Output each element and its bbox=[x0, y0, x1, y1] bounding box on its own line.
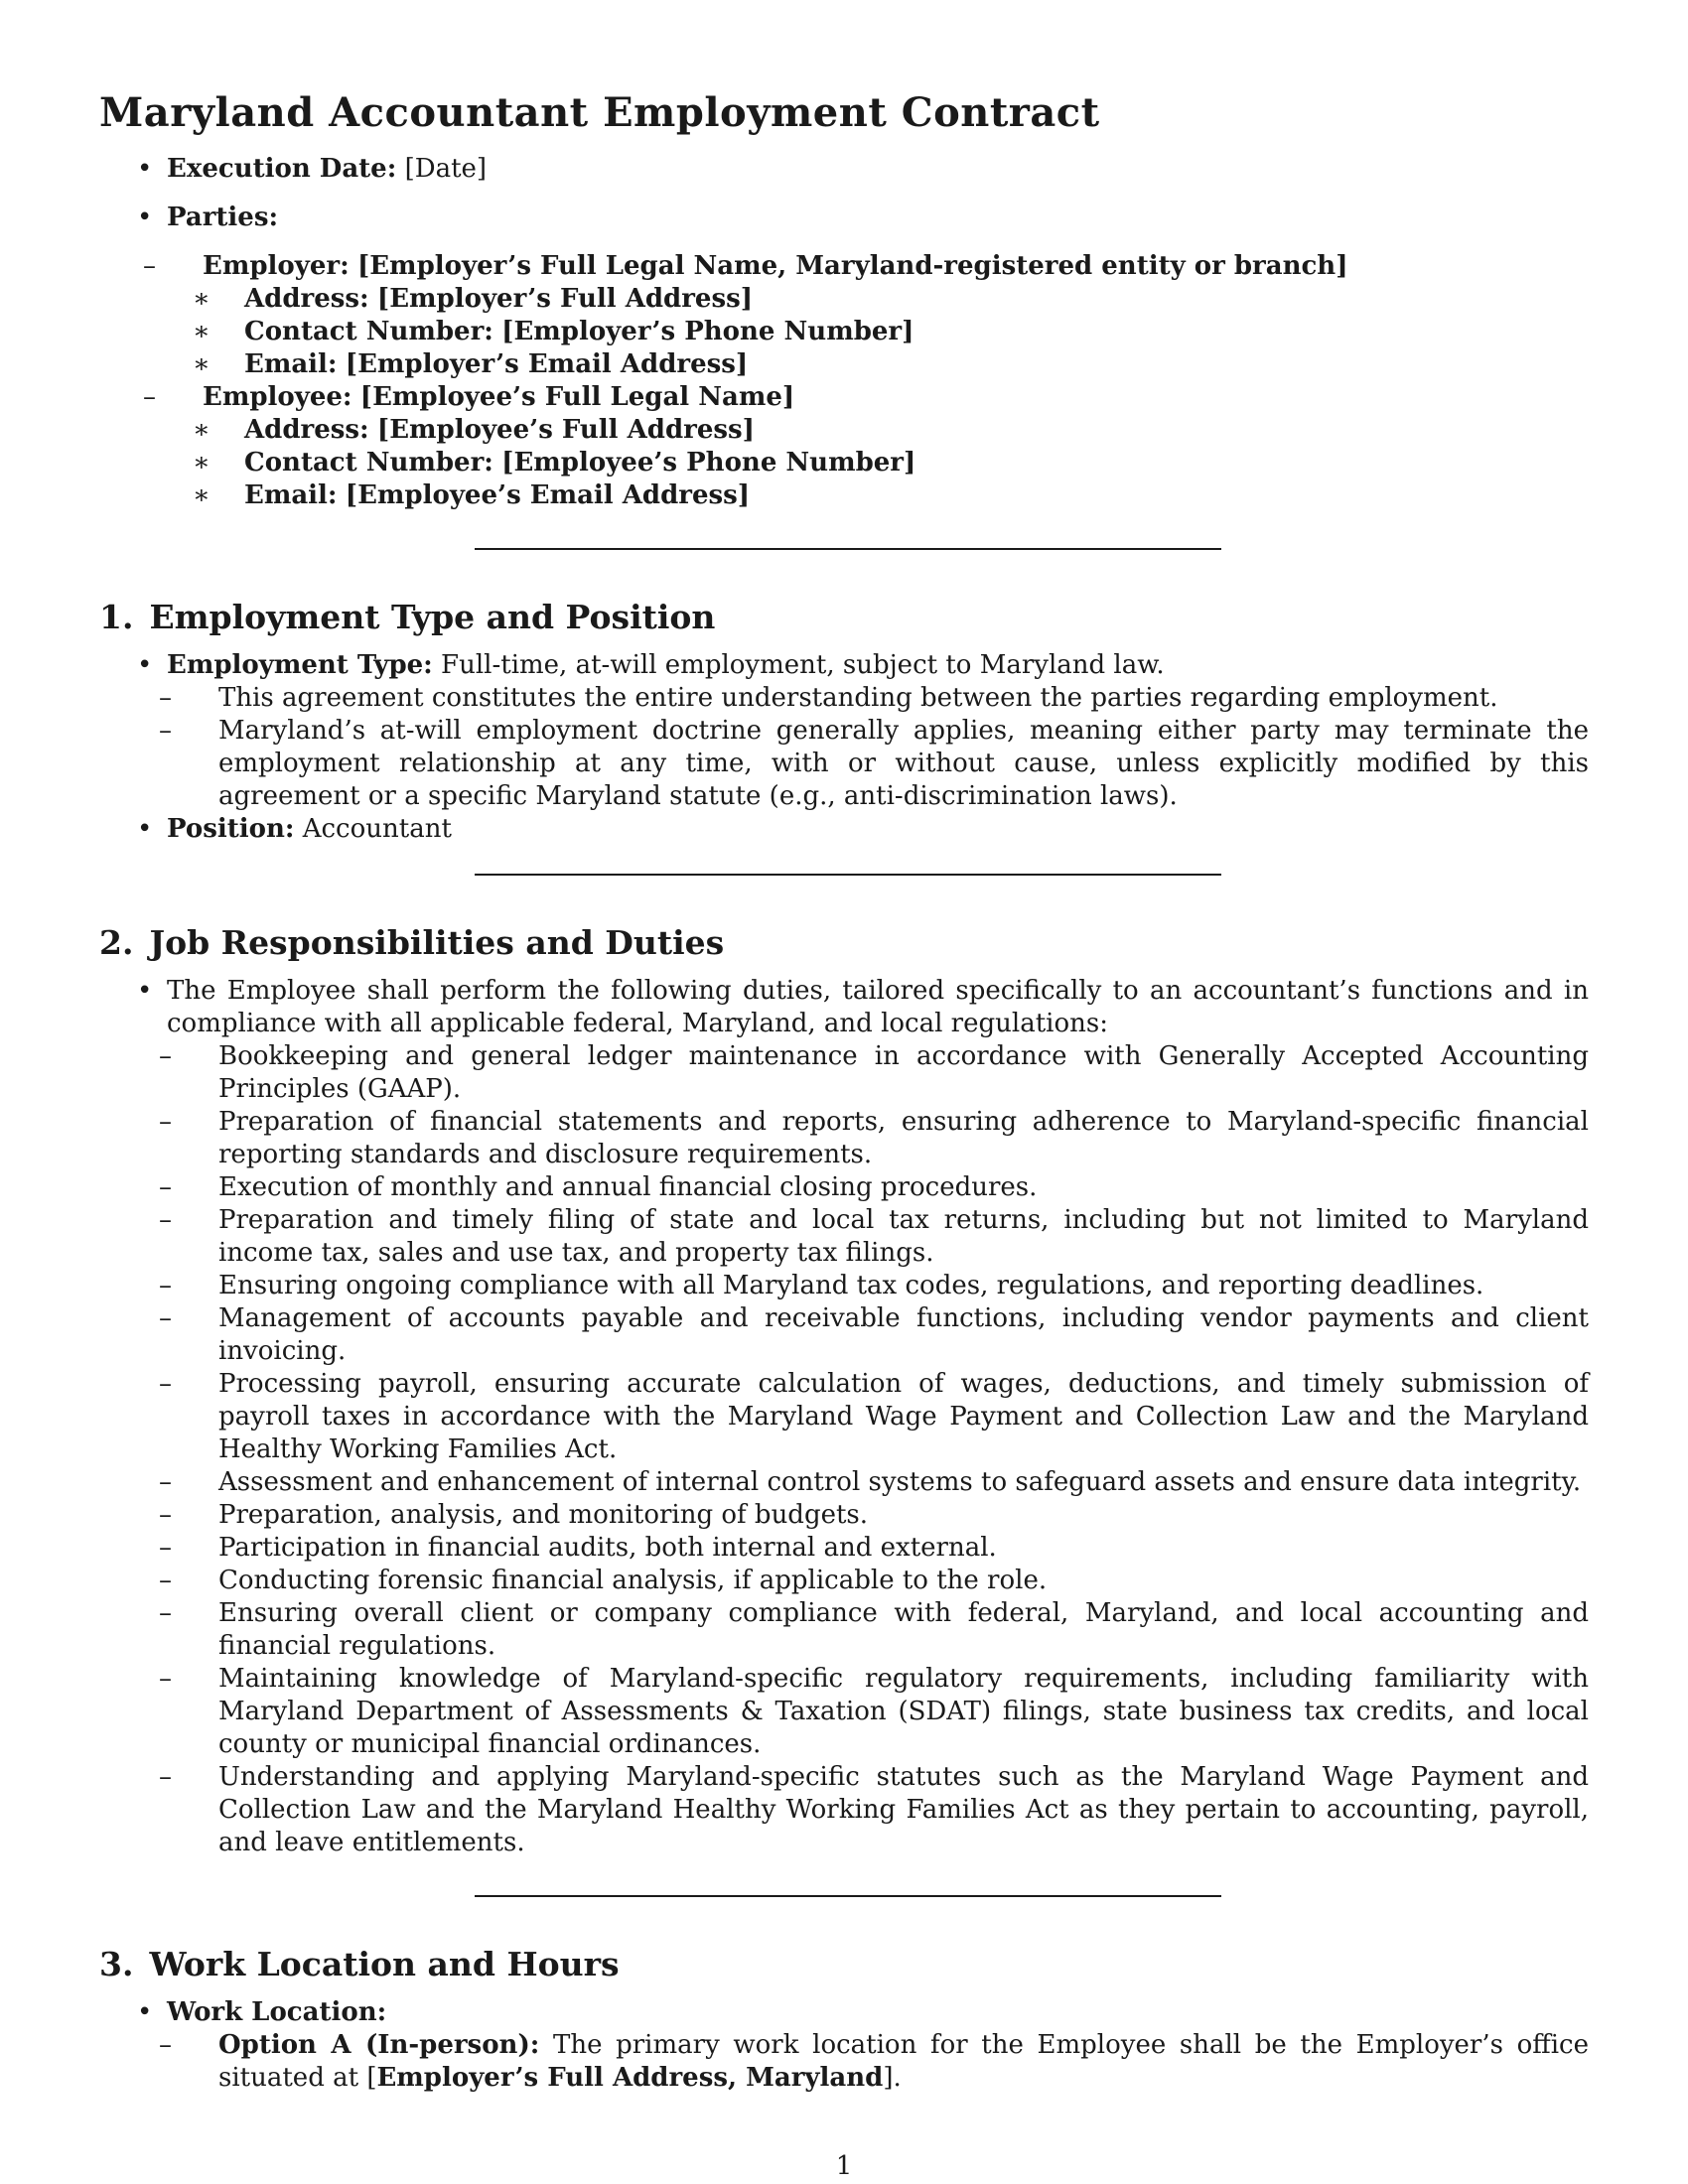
employee-contact-item bbox=[193, 447, 1589, 479]
duty-item: – Assessment and enhancement of internal control systems to safeguard assets and ensure data integrity. bbox=[159, 1466, 1589, 1499]
employee-details bbox=[193, 414, 1589, 512]
work-location-options bbox=[159, 2029, 1589, 2095]
parties-item bbox=[99, 202, 1589, 512]
duty-item: – Maintaining knowledge of Maryland-specific regulatory requirements, including familiarity with Maryland Department of Assessments & Taxation (SDAT) filings, state business tax credits, and local county or municipal financial ordinances. bbox=[159, 1663, 1589, 1761]
execution-date-item bbox=[99, 153, 1589, 186]
entire-agreement-item: – This agreement constitutes the entire understanding between the parties regarding employment. bbox=[159, 682, 1589, 715]
employment-type-sublist bbox=[159, 682, 1589, 813]
employment-type-label: Employment Type: bbox=[167, 650, 433, 680]
duty-item: – Understanding and applying Maryland-specific statutes such as the Maryland Wage Payment and Collection Law and the Maryland Healthy Working Families Act as they pertain to accounting, payroll, and leave entitlements. bbox=[159, 1761, 1589, 1859]
duties-intro: The Employee shall perform the following duties, tailored specifically to an accountant’s functions and in compliance with all applicable federal, Maryland, and local regulations: bbox=[167, 976, 1589, 1038]
section-divider bbox=[475, 1895, 1221, 1897]
employer-contact-label: Contact Number: bbox=[244, 317, 493, 346]
option-a-close-bracket: ]. bbox=[883, 2063, 902, 2093]
duty-item: – Bookkeeping and general ledger maintenance in accordance with Generally Accepted Accounting Principles (GAAP). bbox=[159, 1040, 1589, 1106]
work-location-item bbox=[99, 1996, 1589, 2095]
section-3-list bbox=[99, 1996, 1589, 2095]
employee-label: Employee: bbox=[203, 382, 352, 412]
employer-email-value: [Employer’s Email Address] bbox=[345, 349, 749, 379]
page-number: 1 bbox=[835, 2151, 853, 2181]
employee-contact-value: [Employee’s Phone Number] bbox=[501, 448, 916, 478]
duties-intro-item bbox=[99, 975, 1589, 1859]
position-value: Accountant bbox=[302, 814, 452, 844]
header-list bbox=[99, 153, 1589, 512]
section-3-title: Work Location and Hours bbox=[149, 1945, 620, 1983]
employer-value: [Employer’s Full Legal Name, Maryland-registered entity or branch] bbox=[356, 251, 1348, 281]
work-location-label: Work Location: bbox=[167, 1997, 387, 2027]
employee-item bbox=[143, 381, 1589, 512]
employee-address-value: [Employee’s Full Address] bbox=[376, 415, 755, 445]
employer-email-label: Email: bbox=[244, 349, 338, 379]
section-divider bbox=[475, 874, 1221, 876]
duty-item: – Management of accounts payable and receivable functions, including vendor payments and client invoicing. bbox=[159, 1302, 1589, 1368]
section-1-title: Employment Type and Position bbox=[149, 598, 716, 636]
employer-address-label: Address: bbox=[244, 284, 369, 314]
section-3-heading bbox=[99, 1943, 1589, 1986]
employee-value: [Employee’s Full Legal Name] bbox=[359, 382, 795, 412]
duty-item: – Preparation of financial statements and reports, ensuring adherence to Maryland-specific financial reporting standards and disclosure requirements. bbox=[159, 1106, 1589, 1171]
parties-label: Parties: bbox=[167, 203, 279, 232]
option-a-text: The primary work location for the Employee shall be the Employer’s office situated at bbox=[218, 2030, 1589, 2093]
position-label: Position: bbox=[167, 814, 295, 844]
duty-item: – Processing payroll, ensuring accurate calculation of wages, deductions, and timely submission of payroll taxes in accordance with the Maryland Wage Payment and Collection Law and the Maryland Healthy Working Families Act. bbox=[159, 1368, 1589, 1466]
employee-address-label: Address: bbox=[244, 415, 369, 445]
employment-type-item bbox=[99, 649, 1589, 813]
option-a-item bbox=[159, 2029, 1589, 2095]
employer-email-item bbox=[193, 348, 1589, 381]
section-2-number: 2. bbox=[99, 923, 134, 962]
parties-list bbox=[143, 250, 1589, 512]
employer-contact-item bbox=[193, 316, 1589, 348]
section-divider bbox=[475, 548, 1221, 550]
employee-address-item bbox=[193, 414, 1589, 447]
duty-item: – Preparation and timely filing of state and local tax returns, including but not limited to Maryland income tax, sales and use tax, and property tax filings. bbox=[159, 1204, 1589, 1270]
section-1-heading bbox=[99, 596, 1589, 639]
employer-contact-value: [Employer’s Phone Number] bbox=[501, 317, 914, 346]
duty-item: – Preparation, analysis, and monitoring of budgets. bbox=[159, 1499, 1589, 1532]
section-2-title: Job Responsibilities and Duties bbox=[149, 923, 725, 962]
execution-date-label: Execution Date: bbox=[167, 154, 397, 184]
position-item bbox=[99, 813, 1589, 846]
duty-item: – Conducting forensic financial analysis, if applicable to the role. bbox=[159, 1565, 1589, 1597]
duty-item: – Ensuring overall client or company compliance with federal, Maryland, and local accounting and financial regulations. bbox=[159, 1597, 1589, 1663]
section-2-list bbox=[99, 975, 1589, 1859]
employer-item bbox=[143, 250, 1589, 381]
at-will-item: – Maryland’s at-will employment doctrine generally applies, meaning either party may terminate the employment relationship at any time, with or without cause, unless explicitly modified by this agreement or a specific Maryland statute (e.g., anti-discrimination laws). bbox=[159, 715, 1589, 813]
document-title: Maryland Accountant Employment Contract bbox=[99, 89, 1100, 136]
section-2-heading bbox=[99, 921, 1589, 965]
duty-item: – Execution of monthly and annual financial closing procedures. bbox=[159, 1171, 1589, 1204]
duty-item: – Participation in financial audits, both internal and external. bbox=[159, 1532, 1589, 1565]
section-3-number: 3. bbox=[99, 1945, 134, 1983]
section-1-list bbox=[99, 649, 1589, 846]
employer-address-item bbox=[193, 283, 1589, 316]
employee-contact-label: Contact Number: bbox=[244, 448, 493, 478]
employee-email-value: [Employee’s Email Address] bbox=[345, 480, 751, 510]
employer-details bbox=[193, 283, 1589, 381]
document-page bbox=[99, 87, 1589, 2095]
employment-type-value: Full-time, at-will employment, subject to Maryland law. bbox=[441, 650, 1165, 680]
duty-item: – Ensuring ongoing compliance with all Maryland tax codes, regulations, and reporting deadlines. bbox=[159, 1270, 1589, 1302]
employer-address-value: [Employer’s Full Address] bbox=[376, 284, 754, 314]
section-1-number: 1. bbox=[99, 598, 134, 636]
option-a-label: Option A (In-person): bbox=[218, 2030, 540, 2060]
duties-list bbox=[159, 1040, 1589, 1859]
execution-date-value: [Date] bbox=[404, 154, 488, 184]
option-a-open-bracket: [ bbox=[366, 2063, 377, 2093]
option-a-address: Employer’s Full Address, Maryland bbox=[376, 2063, 884, 2093]
employee-email-label: Email: bbox=[244, 480, 338, 510]
employee-email-item bbox=[193, 479, 1589, 512]
employer-label: Employer: bbox=[203, 251, 350, 281]
